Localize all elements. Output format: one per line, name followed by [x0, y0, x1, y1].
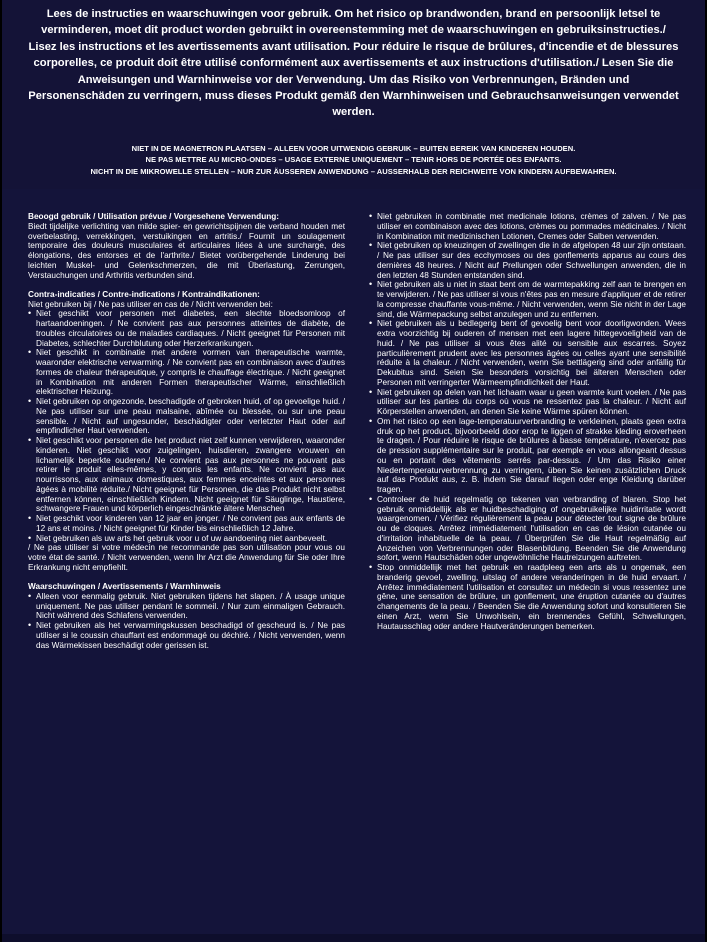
intended-use-text: Biedt tijdelijke verlichting van milde spier- en gewrichtspijnen die verband houden met overbelasting, verrekkingen, verstuikingen en artritis./ Fournit un soulagement temporaire des douleurs musculaires et articulaires liées à une surcharge, des élongations, des entorses et de l'arthrite./ Bietet vorübergehende Linderung bei leichten Muskel- und Gelenkschmerzen, die mit Überlastung, Zerrungen, Verstauchungen und Arthritis verbunden sind.: [28, 221, 345, 280]
microwave-warning: [16, 143, 691, 178]
contraindications-lead: Niet gebruiken bij / Ne pas utiliser en cas de / Nicht verwenden bei:: [28, 299, 273, 309]
list-item: • Niet gebruiken als u bedlegerig bent of gevoelig bent voor doorligwonden. Wees extra voorzichtig bij ouderen of mensen met een lagere hittegevoeligheid van de huid. / Ne pas utiliser si vous êtes alité ou sensible aux escarres. Soyez particulièrement prudent avec les personnes âgées ou celles ayant une sensibilité réduite à la chaleur. / Nicht verwenden, wenn Sie bettlägerig sind oder anfällig für Dekubitus sind. Seien Sie besonders vorsichtig bei älteren Menschen oder Personen mit verringerter Wärmeempfindlichkeit der Haut.: [369, 319, 686, 387]
microwave-warning-fr: NE PAS METTRE AU MICRO-ONDES – USAGE EXTERNE UNIQUEMENT – TENIR HORS DE PORTÉE DES ENFANTS.: [145, 155, 562, 165]
list-item: • Niet gebruiken op delen van het lichaam waar u geen warmte kunt voelen. / Ne pas utiliser sur les parties du corps où vous ne ressentez pas la chaleur. / Nicht auf Körperstellen anwenden, an denen Sie keine Wärme spüren können.: [369, 388, 686, 417]
warnings-list-left: [28, 592, 345, 651]
header-panel: [2, 0, 705, 189]
right-column: [369, 212, 686, 631]
warnings-heading: Waarschuwingen / Avertissements / Warnhinweis: [28, 582, 221, 591]
list-item: • Om het risico op een lage-temperatuurverbranding te verkleinen, plaats geen extra druk op het product, bijvoorbeeld door erop te liggen of strakke kleding eroverheen te dragen. / Pour réduire le risque de brûlures à basse température, n'exercez pas de pression supplémentaire sur le produit, par exemple en vous allongeant dessus ou en portant des vêtements serrés par-dessus. / Um das Risiko einer Niedertemperaturverbrennung zu verringern, üben Sie keinen zusätzlichen Druck auf das Produkt aus, z. B. indem Sie darauf liegen oder enge Kleidung darüber tragen.: [369, 417, 686, 495]
contraindications-heading: Contra-indicaties / Contre-indications / Kontraindikationen:: [28, 289, 260, 299]
bottom-edge: [2, 934, 705, 942]
list-item: • Niet gebruiken als uw arts het gebruik voor u of uw aandoening niet aanbeveelt.: [28, 534, 345, 544]
list-item: • Niet geschikt voor personen die het product niet zelf kunnen verwijderen, waaronder kinderen. Niet geschikt voor zuigelingen, huisdieren, zwangere vrouwen en lichamelijk beperkte ouderen./ Ne convient pas aux personnes ne pouvant pas retirer le produit elles-mêmes, y compris les enfants. Ne convient pas aux nourrissons, aux animaux domestiques, aux femmes enceintes et aux personnes âgées à mobilité réduite./ Nicht geeignet für Personen, die das Produkt nicht selbst entfernen können, einschließlich Kindern. Nicht geeignet für Säuglinge, Haustiere, schwangere Frauen und körperlich eingeschränkte ältere Menschen: [28, 436, 345, 514]
list-item: • Niet geschikt voor personen met diabetes, een slechte bloedsomloop of hartaandoeningen. / Ne convient pas aux personnes atteintes de diabète, de troubles circulatoires ou de maladies cardiaques. / Nicht geeignet für Personen mit Diabetes, schlechter Durchblutung oder Herzerkrankungen.: [28, 309, 345, 348]
list-item: • Niet gebruiken als u niet in staat bent om de warmtepakking zelf aan te brengen en te verwijderen. / Ne pas utiliser si vous n'êtes pas en mesure d'appliquer et de retirer la compresse chauffante vous-même. / Nicht verwenden, wenn Sie nicht in der Lage sind, die Wärmepackung selbst anzulegen und zu entfernen.: [369, 280, 686, 319]
contraindications-continuation: / Ne pas utiliser si votre médecin ne recommande pas son utilisation pour vous ou votre état de santé. / Nicht verwenden, wenn Ihr Arzt die Anwendung für Sie oder Ihre Erkrankung nicht empfiehlt.: [28, 543, 345, 572]
list-item: • Niet gebruiken in combinatie met medicinale lotions, crèmes of zalven. / Ne pas utiliser en combinaison avec des lotions, crèmes ou pommades médicinales. / Nicht in Kombination mit medizinischen Lotionen, Cremes oder Salben verwenden.: [369, 212, 686, 241]
body-text: [24, 212, 684, 934]
list-item: • Controleer de huid regelmatig op tekenen van verbranding of blaren. Stop het gebruik onmiddellijk als er huidbeschadiging of ongebruikelijke huidirritatie wordt waargenomen. / Vérifiez régulièrement la peau pour détecter tout signe de brûlure ou de cloques. Arrêtez immédiatement l'utilisation en cas de lésion cutanée ou d'irritation inhabituelle de la peau. / Überprüfen Sie die Haut regelmäßig auf Anzeichen von Verbrennungen oder Blasenbildung. Beenden Sie die Anwendung sofort, wenn Hautschäden oder ungewöhnliche Hautreizungen auftreten.: [369, 495, 686, 563]
contraindications-list: [28, 309, 345, 543]
intended-use-heading: Beoogd gebruik / Utilisation prévue / Vorgesehene Verwendung:: [28, 212, 280, 221]
left-column: [28, 212, 345, 650]
list-item: • Niet geschikt voor kinderen van 12 jaar en jonger. / Ne convient pas aux enfants de 12 ans et moins. / Nicht geeignet für Kinder bis einschließlich 12 Jahre.: [28, 514, 345, 534]
list-item: • Niet gebruiken als het verwarmingskussen beschadigd of gescheurd is. / Ne pas utiliser si le coussin chauffant est endommagé ou déchiré. / Nicht verwenden, wenn das Wärmekissen beschädigt oder gerissen ist.: [28, 621, 345, 650]
list-item: • Niet geschikt in combinatie met andere vormen van therapeutische warmte, waaronder elektrische verwarming. / Ne convient pas en combinaison avec d'autres formes de chaleur thérapeutique, y compris le chauffage électrique. / Nicht geeignet in Kombination mit anderen Formen therapeutischer Wärme, einschließlich elektrischer Heizung.: [28, 348, 345, 397]
intro-text: Lees de instructies en waarschuwingen voor gebruik. Om het risico op brandwonden, brand en persoonlijk letsel te verminderen, moet dit product worden gebruikt in overeenstemming met de waarschuwingen en gebruiksinstructies./ Lisez les instructions et les avertissements avant utilisation. Pour réduire le risque de brûlures, d'incendie et de blessures corporelles, ce produit doit être utilisé conformément aux avertissements et aux instructions d'utilisation./ Lesen Sie die Anweisungen und Warnhinweise vor der Verwendung. Um das Risiko von Verbrennungen, Bränden und Personenschäden zu verringern, muss dieses Produkt gemäß den Warnhinweisen und Gebrauchsanweisungen verwendet werden.: [28, 8, 679, 119]
list-item: • Alleen voor eenmalig gebruik. Niet gebruiken tijdens het slapen. / À usage unique uniquement. Ne pas utiliser pendant le sommeil. / Nur zum einmaligen Gebrauch. Nicht während des Schlafens verwenden.: [28, 592, 345, 621]
list-item: • Niet gebruiken op kneuzingen of zwellingen die in de afgelopen 48 uur zijn ontstaan. / Ne pas utiliser sur des ecchymoses ou des gonflements apparus au cours des dernières 48 heures. / Nicht auf Prellungen oder Schwellungen anwenden, die in den letzten 48 Stunden entstanden sind.: [369, 241, 686, 280]
list-item: • Stop onmiddellijk met het gebruik en raadpleeg een arts als u ongemak, een branderig gevoel, zwelling, uitslag of andere veranderingen in de huid ervaart. / Arrêtez immédiatement l'utilisation et consultez un médecin si vous ressentez une gêne, une sensation de brûlure, un gonflement, une éruption cutanée ou d'autres changements de la peau. / Beenden Sie die Anwendung sofort und konsultieren Sie einen Arzt, wenn Sie Unwohlsein, ein brennendes Gefühl, Schwellungen, Hautausschlag oder andere Hautveränderungen bemerken.: [369, 563, 686, 631]
list-item: • Niet gebruiken op ongezonde, beschadigde of gebroken huid, of op gevoelige huid. / Ne pas utiliser sur une peau malsaine, abîmée ou blessée, ou sur une peau sensible. / Nicht auf ungesunder, beschädigter oder verletzter Haut oder auf empfindlicher Haut verwenden.: [28, 397, 345, 436]
microwave-warning-de: NICHT IN DIE MIKROWELLE STELLEN – NUR ZUR ÄUSSEREN ANWENDUNG – AUSSERHALB DER REICHWEITE VON KINDERN AUFBEWAHREN.: [90, 167, 617, 177]
microwave-warning-nl: NIET IN DE MAGNETRON PLAATSEN – ALLEEN VOOR UITWENDIG GEBRUIK – BUITEN BEREIK VAN KINDEREN HOUDEN.: [131, 143, 576, 153]
warnings-list-right: [369, 212, 686, 631]
